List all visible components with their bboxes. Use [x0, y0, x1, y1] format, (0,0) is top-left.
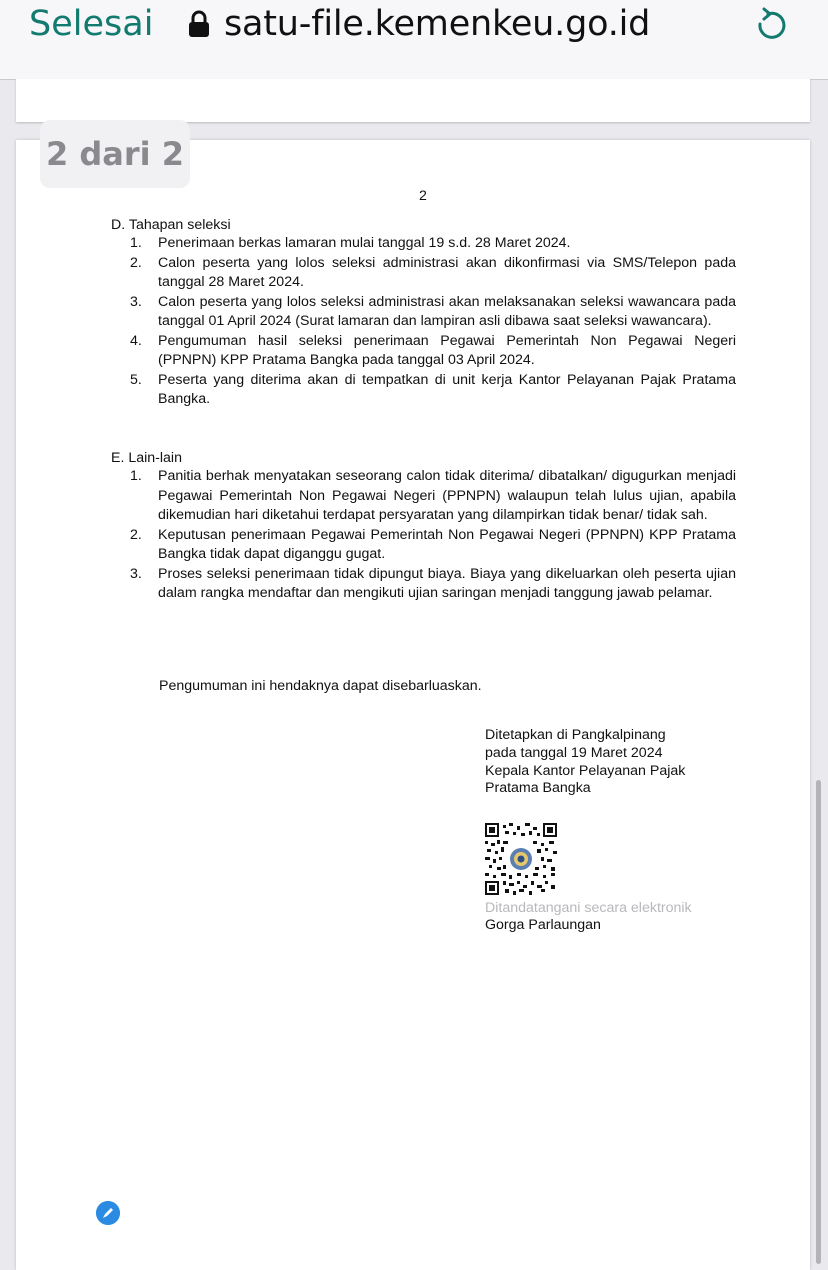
item-text: Proses seleksi penerimaan tidak dipungut biaya. Biaya yang dikeluarkan oleh peserta ujian dalam rangka mendaftar dan mengikuti ujian saringan menjadi tanggung jawab pelamar.	[158, 565, 736, 601]
item-number: 4.	[130, 332, 142, 349]
browser-toolbar	[0, 0, 828, 80]
list-item	[130, 565, 736, 604]
item-text: Panitia berhak menyatakan seseorang calon tidak diterima/ dibatalkan/ digugurkan menjadi Pegawai Pemerintah Non Pegawai Negeri (PPNPN) walaupun telah lulus ujian, apabila dikemudian hari diketahui terdapat persyaratan yang dilampirkan tidak benar/ tidak sah.	[158, 468, 736, 523]
signature-block	[485, 727, 685, 798]
qr-code	[485, 823, 557, 895]
done-button[interactable]: Selesai	[29, 4, 154, 44]
signature-date: pada tanggal 19 Maret 2024	[485, 744, 663, 761]
reload-icon[interactable]	[752, 4, 790, 46]
list-item	[130, 332, 736, 371]
list-item	[130, 526, 736, 565]
scrollbar[interactable]	[816, 780, 821, 1264]
lock-icon	[188, 10, 210, 38]
address-bar[interactable]	[188, 4, 650, 44]
item-text: Calon peserta yang lolos seleksi administrasi akan melaksanakan seleksi wawancara pada tanggal 01 April 2024 (Surat lamaran dan lampiran asli dibawa saat seleksi wawancara).	[158, 293, 736, 329]
page-number: 2	[419, 188, 427, 204]
previous-page	[16, 79, 810, 122]
list-item	[130, 254, 736, 293]
item-text: Keputusan penerimaan Pegawai Pemerintah Non Pegawai Negeri (PPNPN) KPP Pratama Bangka tidak dapat diganggu gugat.	[158, 526, 736, 562]
section-e-heading: E. Lain-lain	[111, 450, 182, 466]
item-number: 2.	[130, 254, 142, 271]
item-number: 5.	[130, 371, 142, 388]
signature-position-2: Pratama Bangka	[485, 780, 591, 797]
edit-markup-icon[interactable]	[96, 1201, 120, 1225]
signer-name: Gorga Parlaungan	[485, 917, 601, 933]
item-number: 2.	[130, 526, 142, 543]
item-text: Pengumuman hasil seleksi penerimaan Pegawai Pemerintah Non Pegawai Negeri (PPNPN) KPP Pratama Bangka pada tanggal 03 April 2024.	[158, 332, 736, 368]
section-d-list	[130, 234, 736, 410]
item-text: Penerimaan berkas lamaran mulai tanggal 19 s.d. 28 Maret 2024.	[158, 235, 571, 251]
item-text: Calon peserta yang lolos seleksi administrasi akan dikonfirmasi via SMS/Telepon pada tanggal 28 Maret 2024.	[158, 254, 736, 290]
section-e-list	[130, 467, 736, 604]
signature-place: Ditetapkan di Pangkalpinang	[485, 727, 666, 743]
list-item	[130, 234, 736, 254]
item-number: 3.	[130, 565, 142, 582]
item-text: Peserta yang diterima akan di tempatkan di unit kerja Kantor Pelayanan Pajak Pratama Bangka.	[158, 371, 736, 407]
list-item	[130, 293, 736, 332]
url-text: satu-file.kemenkeu.go.id	[224, 4, 651, 44]
list-item	[130, 371, 736, 410]
list-item	[130, 467, 736, 526]
item-number: 3.	[130, 293, 142, 310]
page-indicator: 2 dari 2	[40, 120, 190, 188]
esign-note: Ditandatangani secara elektronik	[485, 900, 692, 916]
item-number: 1.	[130, 468, 142, 484]
signature-position: Kepala Kantor Pelayanan Pajak	[485, 762, 686, 779]
section-d-heading: D. Tahapan seleksi	[111, 217, 231, 233]
item-number: 1.	[130, 235, 142, 251]
closing-statement: Pengumuman ini hendaknya dapat disebarluaskan.	[159, 678, 482, 694]
